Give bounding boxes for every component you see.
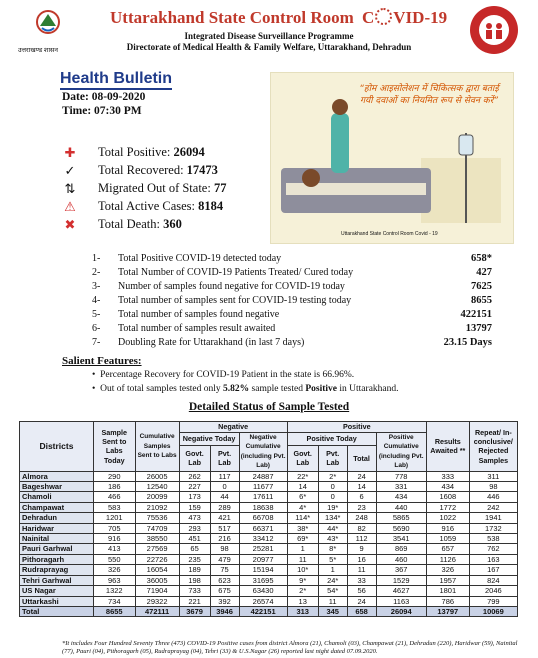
district-name: Bageshwar (20, 482, 94, 492)
table-cell: 446 (469, 492, 517, 502)
virus-icon (375, 8, 392, 25)
table-cell: 0 (210, 482, 239, 492)
table-cell: 12540 (135, 482, 179, 492)
table-cell: 5* (318, 554, 347, 564)
col-neg-today: Negative Today (179, 433, 239, 446)
table-cell: 331 (376, 482, 426, 492)
table-cell: 326 (93, 565, 135, 575)
table-cell: 413 (93, 544, 135, 554)
table-cell: 26094 (376, 606, 426, 616)
table-cell: 1 (287, 544, 318, 554)
table-cell: 1801 (426, 586, 469, 596)
table-cell: 1608 (426, 492, 469, 502)
table-cell: 421 (210, 513, 239, 523)
table-cell: 2* (318, 471, 347, 481)
table-cell: 248 (347, 513, 376, 523)
table-cell: 43* (318, 534, 347, 544)
table-cell: 869 (376, 544, 426, 554)
table-cell: 227 (179, 482, 210, 492)
table-cell: 15194 (239, 565, 287, 575)
table-cell: 63430 (239, 586, 287, 596)
table-cell: 4627 (376, 586, 426, 596)
table-row (20, 544, 518, 554)
table-cell: 29322 (135, 596, 179, 606)
table-cell: 38* (287, 523, 318, 533)
table-cell: 1941 (469, 513, 517, 523)
table-cell: 74709 (135, 523, 179, 533)
table-cell: 173 (179, 492, 210, 502)
table-cell: 75 (210, 565, 239, 575)
table-cell: 56 (347, 586, 376, 596)
bulletin-time: Time: 07:30 PM (62, 105, 142, 117)
stat-total-positive: Total Positive: 26094 (98, 145, 205, 159)
table-cell: 367 (376, 565, 426, 575)
table-cell: 27569 (135, 544, 179, 554)
table-cell: 1957 (426, 575, 469, 585)
illustration-caption: Uttarakhand State Control Room Covid - 19 (341, 231, 438, 237)
table-cell: 38550 (135, 534, 179, 544)
stat-total-recovered: Total Recovered: 17473 (98, 163, 218, 177)
table-cell: 189 (179, 565, 210, 575)
salient-heading: Salient Features: (62, 355, 142, 367)
table-cell: 14 (287, 482, 318, 492)
table-row (20, 596, 518, 606)
col-cumulative: Cumulative Samples Sent to Labs (135, 422, 179, 472)
table-cell: 221 (179, 596, 210, 606)
table-cell: 117 (210, 471, 239, 481)
table-cell: 583 (93, 502, 135, 512)
table-cell: 434 (376, 492, 426, 502)
table-cell: 159 (179, 502, 210, 512)
table-cell: 293 (179, 523, 210, 533)
table-cell: 1059 (426, 534, 469, 544)
table-cell: 1322 (93, 586, 135, 596)
col-awaited: Results Awaited ** (426, 422, 469, 472)
table-cell: 18638 (239, 502, 287, 512)
table-cell: 392 (210, 596, 239, 606)
table-row (20, 492, 518, 502)
stat-active-cases: Total Active Cases: 8184 (98, 199, 224, 213)
col-sent-today: Sample Sent to Labs Today (93, 422, 135, 472)
salient-bullet: • Out of total samples tested only 5.82% sample tested Positive in Uttarakhand. (92, 384, 399, 394)
col-neg-govt: Govt. Lab (179, 446, 210, 471)
table-cell: 167 (469, 565, 517, 575)
district-name: Pithoragarh (20, 554, 94, 564)
table-row (20, 482, 518, 492)
bulletin-heading: Health Bulletin (60, 70, 172, 90)
table-cell: 65 (179, 544, 210, 554)
table-cell: 5865 (376, 513, 426, 523)
table-cell: 44 (210, 492, 239, 502)
table-cell: 434 (426, 482, 469, 492)
table-cell: 11677 (239, 482, 287, 492)
check-list-icon: ✓ (64, 163, 76, 178)
table-cell: 778 (376, 471, 426, 481)
col-pos-cumulative: Positive Cumulative (including Pvt. Lab) (376, 433, 426, 472)
col-repeat: Repeat/ In-conclusive/ Rejected Samples (469, 422, 517, 472)
district-name: Nainital (20, 534, 94, 544)
table-cell: 675 (210, 586, 239, 596)
district-name: Champawat (20, 502, 94, 512)
district-name: Uttarkashi (20, 596, 94, 606)
col-pos-pvt: Pvt. Lab (318, 446, 347, 471)
district-name: Almora (20, 471, 94, 481)
district-name: US Nagar (20, 586, 94, 596)
table-cell: 3946 (210, 606, 239, 616)
table-cell: 17611 (239, 492, 287, 502)
district-name: Tehri Garhwal (20, 575, 94, 585)
table-cell: 6* (287, 492, 318, 502)
table-cell: 1772 (426, 502, 469, 512)
table-cell: 24 (347, 596, 376, 606)
close-circle-icon: ✖ (64, 217, 76, 232)
table-cell: 112 (347, 534, 376, 544)
col-pos-today: Positive Today (287, 433, 376, 446)
table-row (20, 471, 518, 481)
salient-bullet: • Percentage Recovery for COVID-19 Patient in the state is 66.96%. (92, 370, 355, 380)
district-name: Total (20, 606, 94, 616)
district-name: Haridwar (20, 523, 94, 533)
table-cell: 13797 (426, 606, 469, 616)
table-cell: 658 (347, 606, 376, 616)
table-cell: 472111 (135, 606, 179, 616)
table-cell: 19* (318, 502, 347, 512)
table-cell: 163 (469, 554, 517, 564)
illustration-hindi-text: “होम आइसोलेशन में चिकित्सक द्वारा बताई गयी दवाओं का नियमित रूप से सेवन करें” (359, 84, 499, 106)
table-cell: 9* (287, 575, 318, 585)
table-cell: 1201 (93, 513, 135, 523)
table-row (20, 523, 518, 533)
table-total-row (20, 606, 518, 616)
table-cell: 186 (93, 482, 135, 492)
table-cell: 289 (210, 502, 239, 512)
table-cell: 311 (469, 471, 517, 481)
col-positive: Positive (287, 422, 426, 433)
table-cell: 460 (376, 554, 426, 564)
table-cell: 16 (347, 554, 376, 564)
col-neg-cumulative: Negative Cumulative (including Pvt. Lab) (240, 434, 286, 470)
table-cell: 0 (318, 482, 347, 492)
table-cell: 451 (179, 534, 210, 544)
bulletin-date: Date: 08-09-2020 (62, 91, 146, 103)
col-pos-total: Total (347, 446, 376, 471)
table-cell: 10* (287, 565, 318, 575)
table-cell: 916 (426, 523, 469, 533)
table-cell: 2* (287, 586, 318, 596)
table-cell: 11 (318, 596, 347, 606)
table-cell: 25281 (239, 544, 287, 554)
migrate-arrows-icon: ⇅ (64, 181, 76, 196)
table-cell: 20977 (239, 554, 287, 564)
table-cell: 1022 (426, 513, 469, 523)
table-row (20, 575, 518, 585)
table-cell: 786 (426, 596, 469, 606)
table-cell: 69* (287, 534, 318, 544)
col-negative: Negative (179, 422, 287, 433)
table-cell: 538 (469, 534, 517, 544)
table-cell: 705 (93, 523, 135, 533)
table-cell: 22* (287, 471, 318, 481)
table-cell: 31695 (239, 575, 287, 585)
numbered-item: 3- Number of samples found negative for COVID-19 today 7625 (92, 281, 492, 292)
table-cell: 235 (179, 554, 210, 564)
table-cell: 2046 (469, 586, 517, 596)
table-cell: 98 (469, 482, 517, 492)
table-cell: 14 (347, 482, 376, 492)
table-cell: 98 (210, 544, 239, 554)
table-cell: 1 (318, 565, 347, 575)
table-cell: 657 (426, 544, 469, 554)
table-cell: 824 (469, 575, 517, 585)
table-cell: 242 (469, 502, 517, 512)
table-cell: 13 (287, 596, 318, 606)
table-row (20, 534, 518, 544)
numbered-item: 5- Total number of samples found negative 422151 (92, 309, 492, 320)
table-cell: 313 (287, 606, 318, 616)
table-cell: 26574 (239, 596, 287, 606)
table-cell: 16054 (135, 565, 179, 575)
table-cell: 762 (469, 544, 517, 554)
district-name: Chamoli (20, 492, 94, 502)
table-cell: 11 (347, 565, 376, 575)
table-cell: 198 (179, 575, 210, 585)
table-cell: 8* (318, 544, 347, 554)
table-row (20, 513, 518, 523)
table-cell: 262 (179, 471, 210, 481)
table-cell: 75536 (135, 513, 179, 523)
table-cell: 9 (347, 544, 376, 554)
table-cell: 21092 (135, 502, 179, 512)
table-cell: 623 (210, 575, 239, 585)
table-cell: 0 (318, 492, 347, 502)
district-name: Dehradun (20, 513, 94, 523)
table-cell: 6 (347, 492, 376, 502)
table-cell: 24887 (239, 471, 287, 481)
table-cell: 734 (93, 596, 135, 606)
page-title: Uttarakhand State Control Room (110, 8, 354, 27)
table-cell: 24 (347, 471, 376, 481)
col-neg-pvt: Pvt. Lab (210, 446, 239, 471)
table-cell: 963 (93, 575, 135, 585)
table-cell: 36005 (135, 575, 179, 585)
table-cell: 22726 (135, 554, 179, 564)
home-isolation-illustration (270, 72, 514, 244)
person-plus-icon: ✚ (64, 145, 76, 160)
table-cell: 473 (179, 513, 210, 523)
table-cell: 8655 (93, 606, 135, 616)
table-cell: 1126 (426, 554, 469, 564)
table-cell: 82 (347, 523, 376, 533)
table-cell: 11 (287, 554, 318, 564)
table-cell: 1529 (376, 575, 426, 585)
col-pos-govt: Govt. Lab (287, 446, 318, 471)
table-cell: 23 (347, 502, 376, 512)
table-cell: 5690 (376, 523, 426, 533)
district-name: Pauri Garhwal (20, 544, 94, 554)
footnote: *It includes Four Hundred Seventy Three (473) COVID-19 Positive cases from district Almora (21), Chamoli (03), Champawat (21), Dehradun (220), Haridwar (59), Nainital (77), Pauri (04), Pithoragarh (05), Rudraprayag (04), Tehri (33) & U.S.Nagar (26) reported last night dated 07.09.2020. (62, 640, 518, 655)
table-cell: 733 (179, 586, 210, 596)
numbered-item: 4- Total number of samples sent for COVID-19 testing today 8655 (92, 295, 492, 306)
table-title: Detailed Status of Sample Tested (188, 401, 350, 413)
table-cell: 33412 (239, 534, 287, 544)
table-cell: 466 (93, 492, 135, 502)
table-cell: 134* (318, 513, 347, 523)
district-name: Rudraprayag (20, 565, 94, 575)
sample-status-table (19, 421, 518, 617)
programme-subtitle: Integrated Disease Surveillance Programme (184, 31, 354, 41)
table-cell: 290 (93, 471, 135, 481)
table-cell: 333 (426, 471, 469, 481)
table-row (20, 565, 518, 575)
col-districts: Districts (20, 422, 94, 472)
table-cell: 799 (469, 596, 517, 606)
table-cell: 916 (93, 534, 135, 544)
table-cell: 216 (210, 534, 239, 544)
table-cell: 550 (93, 554, 135, 564)
stat-migrated: Migrated Out of State: 77 (98, 181, 227, 195)
table-cell: 517 (210, 523, 239, 533)
table-cell: 1163 (376, 596, 426, 606)
table-cell: 440 (376, 502, 426, 512)
table-cell: 479 (210, 554, 239, 564)
table-row (20, 554, 518, 564)
table-cell: 326 (426, 565, 469, 575)
table-cell: 3541 (376, 534, 426, 544)
table-row (20, 586, 518, 596)
warning-icon: ⚠ (64, 199, 76, 214)
table-cell: 44* (318, 523, 347, 533)
covid-19-logo: C VID-19 (362, 8, 448, 27)
numbered-item: 7- Doubling Rate for Uttarakhand (in last 7 days) 23.15 Days (92, 337, 492, 348)
table-cell: 345 (318, 606, 347, 616)
table-cell: 422151 (239, 606, 287, 616)
stat-total-death: Total Death: 360 (98, 217, 182, 231)
table-cell: 20099 (135, 492, 179, 502)
table-cell: 1732 (469, 523, 517, 533)
table-row (20, 502, 518, 512)
table-cell: 54* (318, 586, 347, 596)
table-cell: 66708 (239, 513, 287, 523)
numbered-item: 6- Total number of samples result awaited 13797 (92, 323, 492, 334)
table-cell: 114* (287, 513, 318, 523)
numbered-item: 1- Total Positive COVID-19 detected today 658* (92, 253, 492, 264)
table-cell: 26005 (135, 471, 179, 481)
numbered-item: 2- Total Number of COVID-19 Patients Treated/ Cured today 427 (92, 267, 492, 278)
table-cell: 71904 (135, 586, 179, 596)
table-cell: 4* (287, 502, 318, 512)
table-cell: 66371 (239, 523, 287, 533)
table-cell: 3679 (179, 606, 210, 616)
table-cell: 10069 (469, 606, 517, 616)
directorate-subtitle: Directorate of Medical Health & Family Welfare, Uttarakhand, Dehradun (126, 42, 412, 52)
table-cell: 33 (347, 575, 376, 585)
state-emblem-text: उत्तराखण्ड शासन (18, 47, 59, 54)
table-cell: 24* (318, 575, 347, 585)
